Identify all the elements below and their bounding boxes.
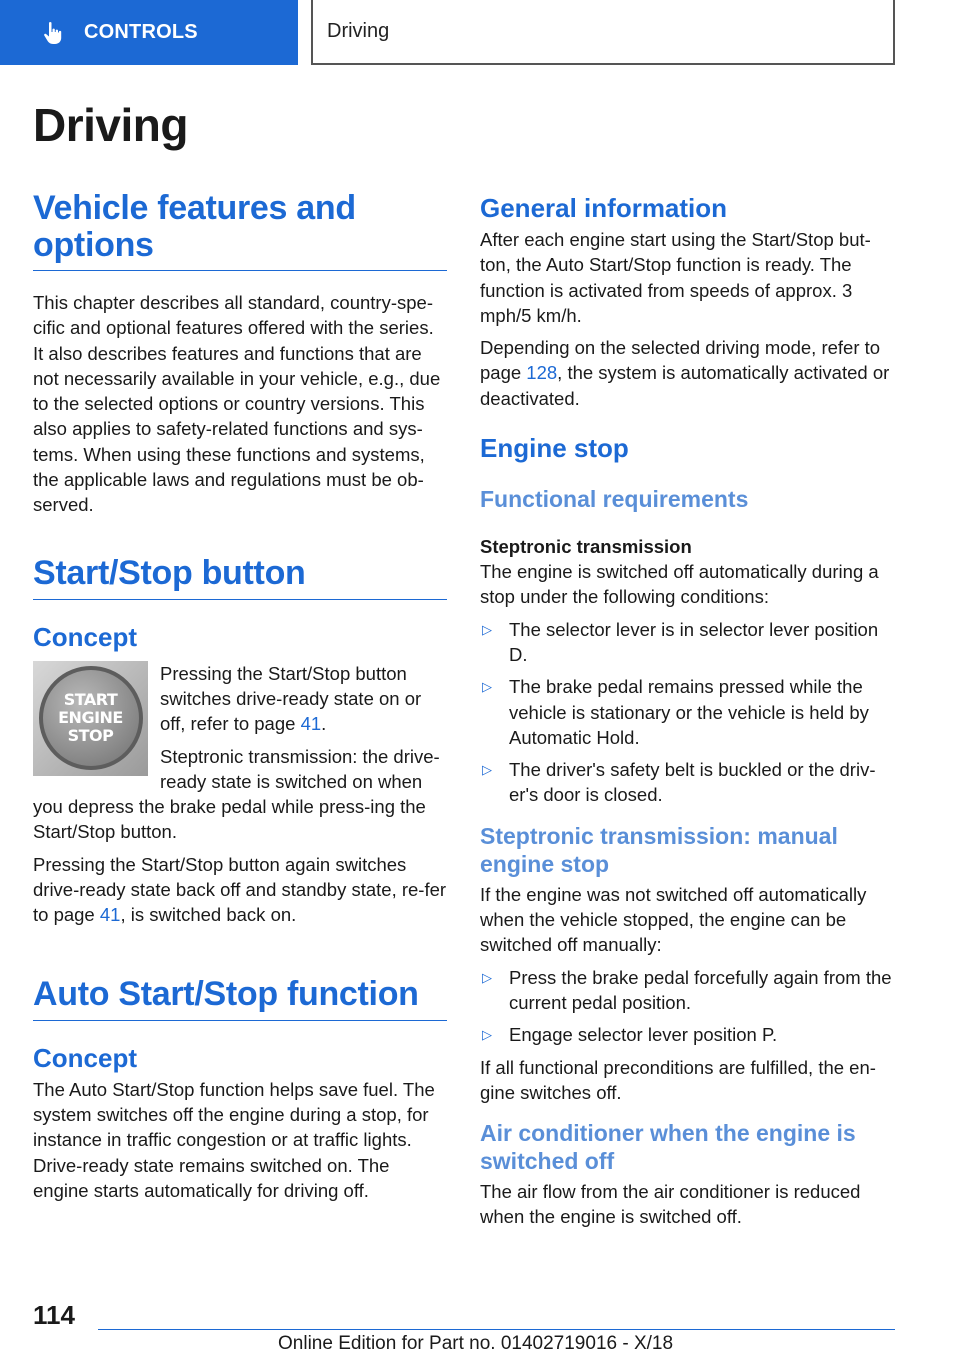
paragraph-manual: If the engine was not switched off automatically when the vehicle stopped, the engine can be switched off manually:	[480, 883, 867, 956]
list-item	[480, 1022, 898, 1047]
concept-1a-text: Pressing the Start/Stop button switches drive-ready state on or off, refer to page	[160, 662, 422, 735]
hand-pointer-icon	[40, 20, 66, 46]
chapter-breadcrumb	[311, 0, 895, 65]
paragraph-general-b	[480, 335, 898, 411]
concept-1c-text: Pressing the Start/Stop button again switches drive-ready state back off and standby state, re-fer to page	[33, 853, 447, 926]
footer-edition: Online Edition for Part no. 01402719016 - X/18	[278, 1333, 674, 1354]
chapter-label: Driving	[327, 20, 390, 42]
paragraph-manual-end: If all functional preconditions are fulfilled, the en-gine switches off.	[480, 1056, 876, 1103]
heading-steptronic: Steptronic transmission	[480, 536, 692, 558]
heading-general-information: General information	[480, 193, 728, 223]
concept-1a-end: .	[321, 713, 327, 735]
button-image-lettering: START ENGINE STOP	[58, 690, 123, 746]
paragraph-general-a: After each engine start using the Start/Stop but-ton, the Auto Start/Stop function is ready. The function is activated from speeds of approx. 3 mph/5 km/h.	[480, 229, 871, 326]
page-link-128[interactable]: 128	[526, 362, 558, 384]
heading-concept-1: Concept	[33, 621, 137, 652]
footer-divider	[98, 1329, 895, 1330]
list-item-text: The selector lever is in selector lever position D.	[509, 618, 879, 665]
heading-functional-requirements: Functional requirements	[480, 486, 749, 513]
section-tab[interactable]	[0, 0, 298, 65]
general-b-text: Depending on the selected driving mode, refer to page	[480, 337, 881, 384]
list-item-text: Engage selector lever position P.	[509, 1024, 778, 1046]
paragraph-concept-2: The Auto Start/Stop function helps save fuel. The system switches off the engine during a stop, for instance in traffic congestion or at traffic lights. Drive-ready state remains switched on. The engine starts automatically for driving off.	[33, 1078, 435, 1201]
paragraph-concept-1c	[33, 852, 447, 928]
bullet-list-1	[480, 617, 898, 808]
bullet-list-2	[480, 965, 898, 1048]
paragraph-features: This chapter describes all standard, country-spe-cific and optional features offered with the series. It also describes features and functions that are not necessarily available in your vehicle, e.g., due to the selected options or country versions. This also applies to safety-related functions and sys-tems. When using these functions and systems, the applicable laws and regulations must be ob-served.	[33, 292, 441, 516]
concept-1-body	[33, 661, 447, 928]
list-item-text: The driver's safety belt is buckled or the driv-er's door is closed.	[509, 759, 876, 806]
paragraph-concept-1b: Steptronic transmission: the drive-ready state is switched on when you depress the brake pedal while press-ing the Start/Stop button.	[33, 745, 440, 843]
list-item-text: The brake pedal remains pressed while the vehicle is stationary or the vehicle is held by Automatic Hold.	[509, 676, 869, 748]
page-number: 114	[33, 1300, 75, 1330]
list-item	[480, 674, 898, 750]
left-column	[33, 190, 447, 1203]
heading-engine-stop: Engine stop	[480, 433, 629, 464]
heading-auto-start-stop: Auto Start/Stop function	[33, 976, 447, 1021]
list-item	[480, 965, 898, 1016]
triangle-bullet-icon: ▷	[482, 621, 492, 637]
triangle-bullet-icon: ▷	[482, 969, 492, 985]
start-stop-button-image	[33, 661, 148, 776]
page-title: Driving	[33, 99, 188, 151]
list-item-text: Press the brake pedal forcefully again from the current pedal position.	[509, 966, 892, 1013]
heading-vehicle-features: Vehicle features and options	[33, 190, 447, 271]
heading-start-stop-button: Start/Stop button	[33, 555, 447, 600]
start-stop-button-icon	[39, 666, 143, 770]
page-link-41b[interactable]: 41	[99, 904, 121, 926]
triangle-bullet-icon: ▷	[482, 679, 492, 695]
paragraph-air-conditioner: The air flow from the air conditioner is reduced when the engine is switched off.	[480, 1181, 861, 1228]
heading-air-conditioner: Air conditioner when the engine is switched off	[480, 1120, 856, 1175]
triangle-bullet-icon: ▷	[482, 1027, 492, 1043]
right-column	[480, 190, 898, 1230]
heading-concept-2: Concept	[33, 1042, 137, 1073]
triangle-bullet-icon: ▷	[482, 762, 492, 778]
general-b-end: , the system is automatically activated or deactivated.	[480, 362, 890, 409]
list-item	[480, 757, 898, 808]
page-link-41[interactable]: 41	[300, 713, 322, 735]
paragraph-steptronic: The engine is switched off automatically during a stop under the following conditions:	[480, 561, 879, 608]
concept-1c-end: , is switched back on.	[120, 904, 297, 926]
section-label: CONTROLS	[84, 21, 198, 43]
heading-manual-engine-stop: Steptronic transmission: manual engine stop	[480, 822, 838, 877]
list-item	[480, 617, 898, 668]
